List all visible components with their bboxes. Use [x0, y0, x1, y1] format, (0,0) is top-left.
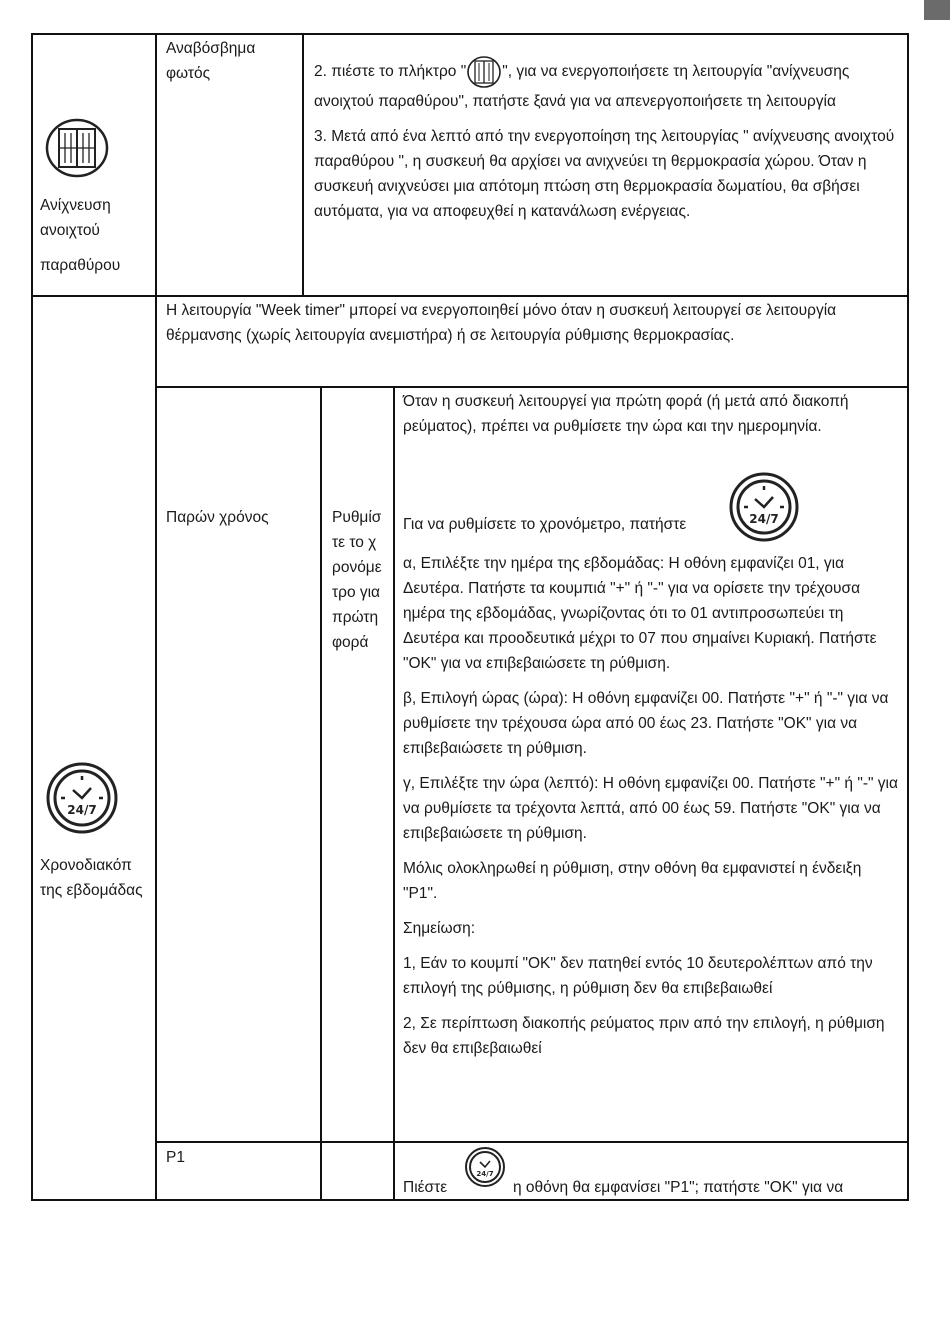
- step-b-text: β, Επιλογή ώρας (ώρα): Η οθόνη εμφανίζει 00. Πατήστε "+" ή "-" για να ρυθμίσετε την τρέχουσα ώρα από 00 έως 23. Πατήστε "OK" για να επιβεβαιώσετε τη ρύθμιση.: [403, 690, 889, 757]
- window-icon: [44, 118, 110, 186]
- week-timer-clock-icon: [45, 762, 119, 842]
- note-2-text: 2, Σε περίπτωση διακοπής ρεύματος πριν από την επιλογή, η ρύθμιση δεν θα επιβεβαιωθεί: [403, 1015, 885, 1057]
- press-text: Για να ρυθμίσετε το χρονόμετρο, πατήστε 24/7: [403, 466, 898, 541]
- set-first-time-label: Ρυθμίστε το χρονόμετρο για πρώτη φορά: [332, 509, 382, 651]
- p1-clock-icon: [463, 1146, 507, 1188]
- week-timer-intro: Η λειτουργία "Week timer" μπορεί να ενεργοποιηθεί μόνο όταν η συσκευή λειτουργεί σε λειτουργία θέρμανσης (χωρίς λειτουργία ανεμιστήρα) ή σε λειτουργία ρύθμισης θερμοκρασίας.: [166, 302, 837, 344]
- done-text: Μόλις ολοκληρωθεί η ρύθμιση, στην οθόνη θα εμφανιστεί η ένδειξη "P1".: [403, 860, 862, 902]
- window-instructions: [314, 55, 899, 224]
- window-detection-label: Ανίχνευση ανοιχτού παραθύρου: [40, 197, 121, 274]
- step-a-text: α, Επιλέξτε την ημέρα της εβδομάδας: Η οθόνη εμφανίζει 01, για Δευτέρα. Πατήστε τα κουμπιά "+" ή "-" για να ορίσετε την τρέχουσα ημέρα της εβδομάδας, γνωρίζοντας ότι το 01 αντιπροσωπεύει τη Δευτέρα και προοδευτικά μέχρι το 07 που σημαίνει Κυριακή. Πατήστε "OK" για να επιβεβαιώσετε τη ρύθμιση.: [403, 555, 877, 672]
- svg-text:24/7: 24/7: [749, 512, 779, 526]
- p1-instructions: Πιέστε 24/7 η οθόνη θα εμφανίσει "P1"; πατήστε "OK" για να: [403, 1144, 903, 1198]
- note-1-text: 1, Εάν το κουμπί "OK" δεν πατηθεί εντός 10 δευτερολέπτων από την επιλογή της ρύθμισης, η ρύθμιση δεν θα επιβεβαιωθεί: [403, 955, 873, 997]
- step2-text: 2. πιέστε το πλήκτρο " ", για να ενεργοποιήσετε τη λειτουργία "ανίχνευσης ανοιχτού παραθύρου", πατήστε ξανά για να απενεργοποιήσετε τη λειτουργία: [314, 55, 899, 114]
- p1-label: P1: [166, 1149, 185, 1166]
- svg-text:24/7: 24/7: [67, 803, 97, 817]
- window-key-icon: [466, 55, 502, 89]
- current-time-label: Παρών χρόνος: [166, 509, 269, 526]
- window-feature-label: Αναβόσβημα φωτός: [166, 40, 256, 82]
- page-edge-tab: [924, 0, 950, 20]
- note-heading: Σημείωση:: [403, 920, 476, 937]
- week-timer-label: Χρονοδιακόπ της εβδομάδας: [40, 857, 143, 899]
- step-c-text: γ, Επιλέξτε την ώρα (λεπτό): Η οθόνη εμφανίζει 00. Πατήστε "+" ή "-" για να ρυθμίσετε τα τρέχοντα λεπτά, από 00 έως 59. Πατήστε "OK" για να επιβεβαιώσετε τη ρύθμιση.: [403, 775, 898, 842]
- week-timer-instructions: [403, 389, 898, 1061]
- clock-24-7-icon: [726, 472, 802, 542]
- step3-text: 3. Μετά από ένα λεπτό από την ενεργοποίηση της λειτουργίας " ανίχνευσης ανοιχτού παραθύρου ", η συσκευή θα αρχίσει να ανιχνεύει τη θερμοκρασία χώρου. Όταν η συσκευή ανιχνεύσει μια απότομη πτώση στη θερμοκρασία δωματίου, θα σβήσει αυτόματα, για να αποφευχθεί η κατανάλωση ενέργειας.: [314, 128, 895, 220]
- svg-text:24/7: 24/7: [476, 1170, 494, 1178]
- first-use-text: Όταν η συσκευή λειτουργεί για πρώτη φορά (ή μετά από διακοπή ρεύματος), πρέπει να ρυθμίσετε την ώρα και την ημερομηνία.: [403, 393, 849, 435]
